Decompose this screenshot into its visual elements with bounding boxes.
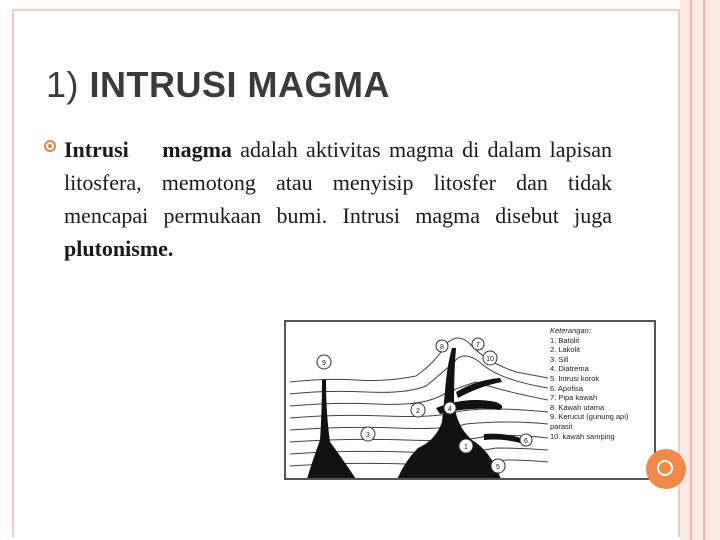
right-decorative-line [690,0,692,540]
title-number: 1) [46,64,80,105]
legend-item: 5. Intrusi korok [550,373,600,383]
bold-term: magma [162,137,232,162]
body-paragraph [64,133,612,265]
diagram-marker: 7 [476,342,480,349]
diagram-legend [550,326,654,441]
bold-term: plutonisme. [64,236,174,261]
legend-item: 8. Kawah utama [550,402,605,412]
bold-term: Intrusi [64,137,129,162]
diagram-marker: 8 [440,344,444,351]
diagram-marker: 1 [464,444,468,451]
legend-item: 9. Kerucut (gunung api) [550,412,629,422]
diagram-marker: 2 [416,408,420,415]
title-text: INTRUSI MAGMA [89,64,391,105]
slide-title [46,64,390,106]
decorative-ring-icon [657,460,673,476]
intrusion-diagram [284,320,656,480]
legend-item: 7. Pipa kawah [550,393,598,403]
legend-item: parasit [550,421,573,431]
diagram-marker: 5 [496,464,500,471]
diagram-marker: 4 [448,406,452,413]
diagram-marker: 6 [524,438,528,445]
legend-item: 4. Diatrema [550,364,589,374]
legend-item: 6. Apofisa [550,383,583,393]
legend-item: 1. Batolit [550,335,580,345]
diagram-marker: 9 [322,360,326,367]
legend-item: 3. Sill [550,354,569,364]
right-decorative-band [680,0,720,540]
legend-title: Keterangan: [550,326,591,335]
body-text-span: adalah aktivitas magma di dalam lapisan litosfera, memotong atau menyisip litosfer dan tidak mencapai permukaan bumi. Intrusi magma disebut juga [64,137,612,228]
legend-item: 10. kawah samping [550,431,615,441]
right-decorative-line [703,0,705,540]
diagram-marker: 3 [366,432,370,439]
bullet-icon [44,140,56,152]
legend-item: 2. Lakolit [550,345,581,355]
diagram-marker: 10 [486,356,494,363]
